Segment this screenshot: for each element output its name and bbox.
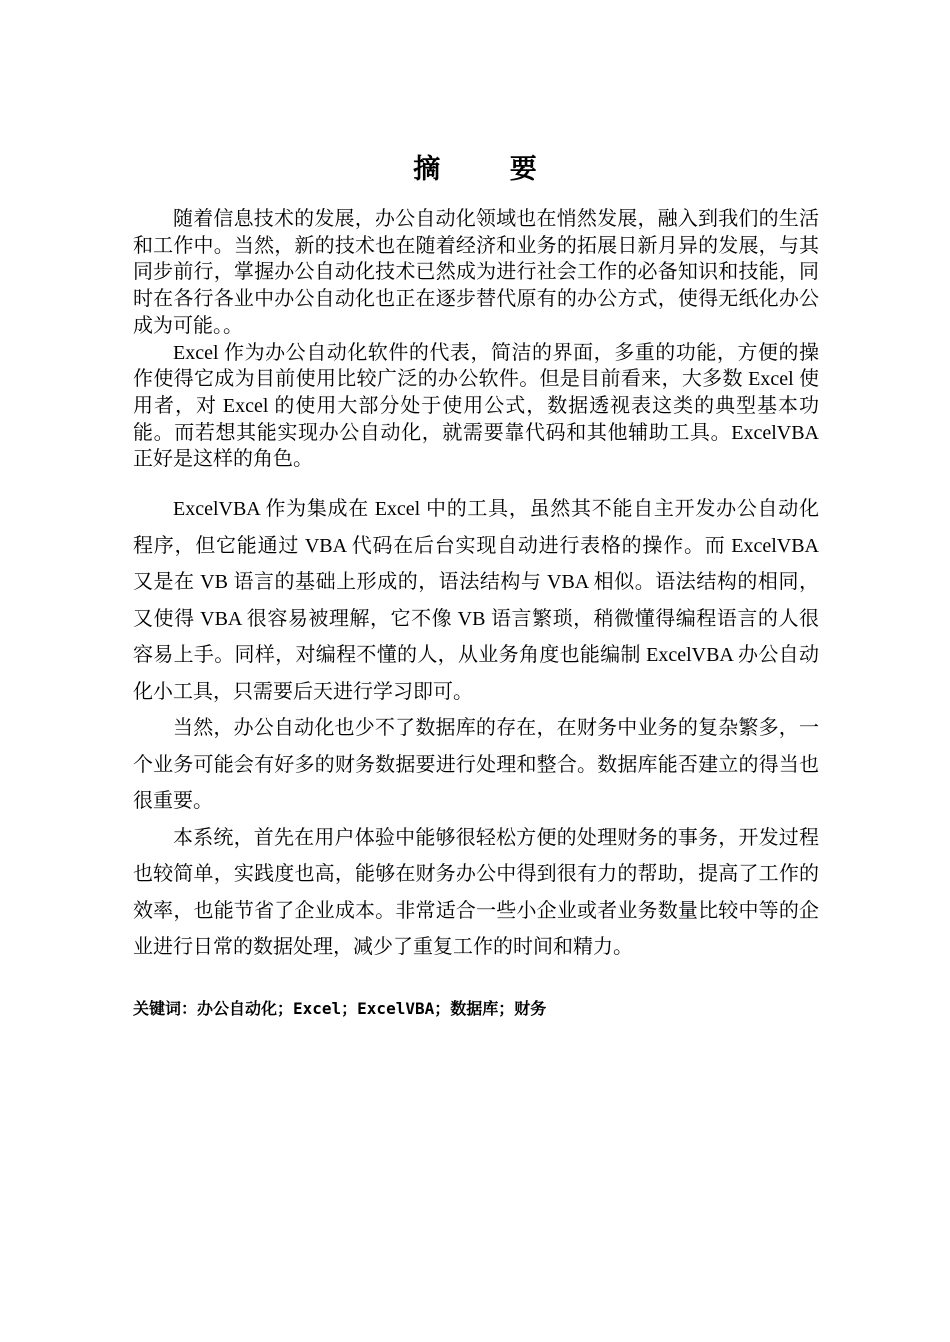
page-title: 摘 要 <box>413 154 567 185</box>
paragraph-4: 当然，办公自动化也少不了数据库的存在，在财务中业务的复杂繁多，一个业务可能会有好多的财务数据要进行处理和整合。数据库能否建立的得当也很重要。 <box>133 717 819 812</box>
abstract-body-lower <box>133 491 819 966</box>
paragraph-2: Excel 作为办公自动化软件的代表，简洁的界面，多重的功能，方便的操作使得它成为目前使用比较广泛的办公软件。但是目前看来，大多数 Excel 使用者，对 Excel 的使用大部分处于使用公式，数据透视表这类的典型基本功能。而若想其能实现办公自动化，就需要靠代码和其他辅助工具。ExcelVBA 正好是这样的角色。 <box>133 341 819 471</box>
keywords-line: 关键词：办公自动化；Excel；ExcelVBA；数据库；财务 <box>133 999 547 1018</box>
paragraph-3: ExcelVBA 作为集成在 Excel 中的工具，虽然其不能自主开发办公自动化程序，但它能通过 VBA 代码在后台实现自动进行表格的操作。而 ExcelVBA 又是在 VB 语言的基础上形成的，语法结构与 VBA 相似。语法结构的相同，又使得 VBA 很容易被理解，它不像 VB 语言繁琐，稍微懂得编程语言的人很容易上手。同样，对编程不懂的人，从业务角度也能编制 ExcelVBA 办公自动化小工具，只需要后天进行学习即可。 <box>133 498 819 703</box>
abstract-body-upper <box>133 206 819 473</box>
paragraph-1: 随着信息技术的发展，办公自动化领域也在悄然发展，融入到我们的生活和工作中。当然，新的技术也在随着经济和业务的拓展日新月异的发展，与其同步前行，掌握办公自动化技术已然成为进行社会工作的必备知识和技能，同时在各行各业中办公自动化也正在逐步替代原有的办公方式，使得无纸化办公成为可能。。 <box>133 208 819 337</box>
paragraph-5: 本系统，首先在用户体验中能够很轻松方便的处理财务的事务，开发过程也较简单，实践度也高，能够在财务办公中得到很有力的帮助，提高了工作的效率，也能节省了企业成本。非常适合一些小企业或者业务数量比较中等的企业进行日常的数据处理，减少了重复工作的时间和精力。 <box>133 826 819 958</box>
